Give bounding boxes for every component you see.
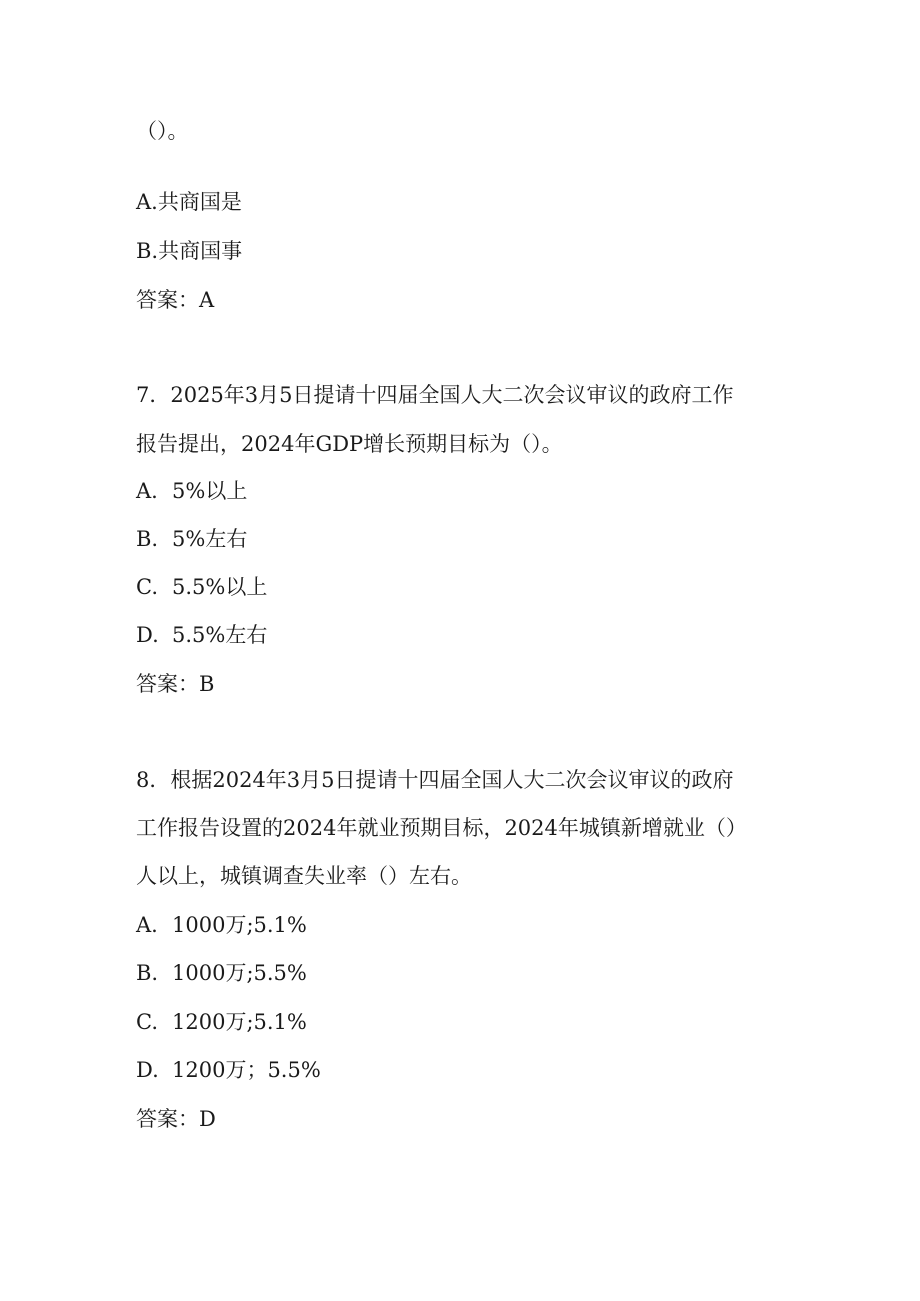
option-label: C. (136, 575, 158, 599)
option-text: 5%以上 (172, 479, 248, 503)
question-7-option-b (136, 525, 247, 553)
question-8-option-c (136, 1008, 307, 1036)
option-text: 5%左右 (172, 527, 248, 551)
option-text: 共商国事 (158, 239, 243, 263)
option-label: A. (136, 479, 158, 503)
question-7-stem-line-2: 报告提出，2024年GDP增长预期目标为（）。 (136, 432, 563, 456)
question-7-stem-line-1: 7．2025年3月5日提请十四届全国人大二次会议审议的政府工作 (136, 383, 734, 407)
question-6-option-b (136, 237, 242, 265)
option-text: 5.5%左右 (172, 623, 268, 647)
question-7-option-d (136, 621, 267, 649)
option-text: 共商国是 (157, 190, 242, 214)
question-8-option-b (136, 959, 307, 987)
option-text: B. (136, 239, 159, 263)
option-label: B. (136, 961, 159, 985)
option-text: 1000万;5.5% (172, 961, 307, 985)
option-label: D. (136, 623, 159, 647)
option-text: 1200万；5.5% (172, 1058, 321, 1082)
question-7-answer: 答案：B (136, 672, 215, 696)
question-7-option-a (136, 477, 247, 505)
option-label: B. (136, 527, 159, 551)
question-8-stem-line-1: 8．根据2024年3月5日提请十四届全国人大二次会议审议的政府 (136, 768, 734, 792)
question-6-option-a (136, 188, 242, 216)
question-7-option-c (136, 573, 267, 601)
option-text: 1000万;5.1% (172, 913, 307, 937)
option-text: 1200万;5.1% (172, 1010, 307, 1034)
question-6-tail: （）。 (136, 119, 189, 143)
option-text: 5.5%以上 (172, 575, 268, 599)
option-label: D. (136, 1058, 159, 1082)
question-8-answer: 答案：D (136, 1107, 216, 1131)
question-6-answer: 答案：A (136, 288, 215, 312)
option-label: C. (136, 1010, 158, 1034)
option-label: A. (136, 913, 158, 937)
question-8-stem-line-3: 人以上，城镇调查失业率（）左右。 (136, 864, 472, 888)
option-text: A. (136, 190, 158, 214)
question-8-option-d (136, 1056, 321, 1084)
question-8-option-a (136, 911, 307, 939)
question-8-stem-line-2: 工作报告设置的2024年就业预期目标，2024年城镇新增就业（） (136, 816, 747, 840)
